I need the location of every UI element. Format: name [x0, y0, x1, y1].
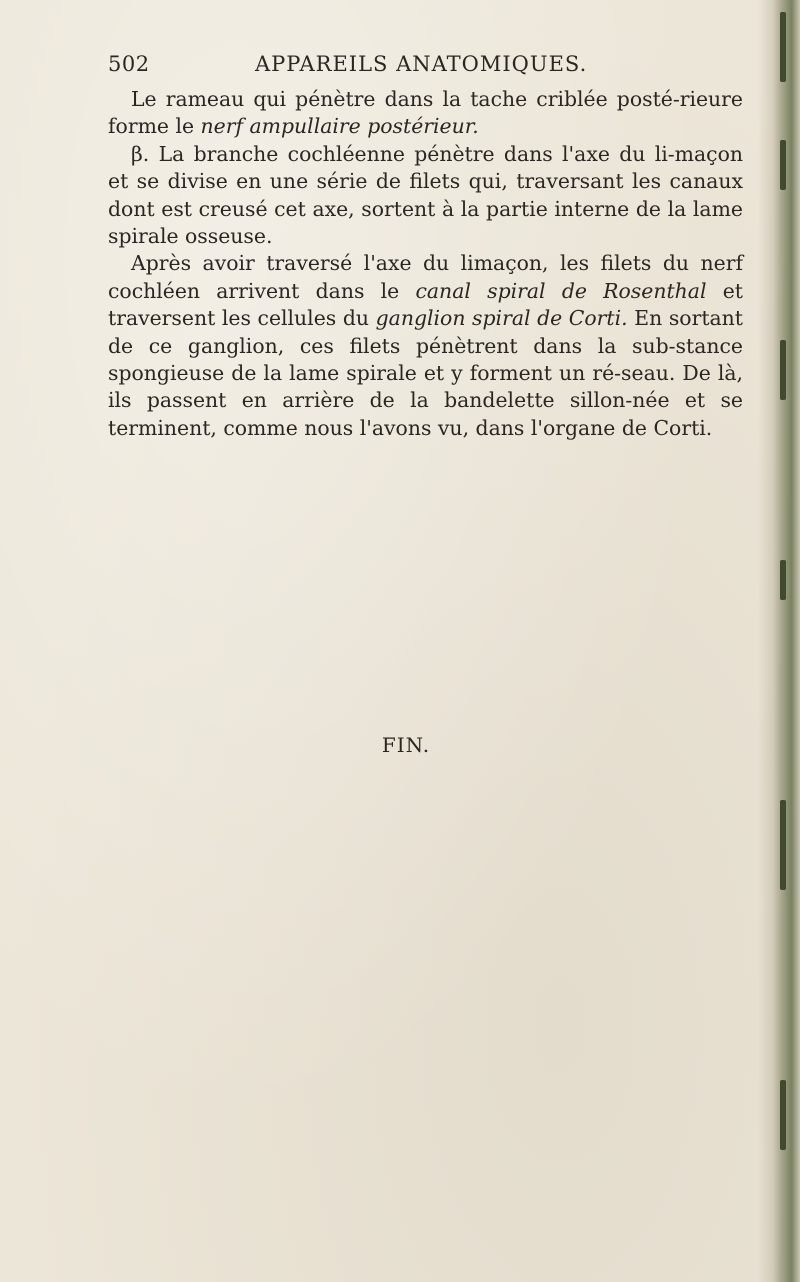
italic-term: canal spiral de Rosenthal	[415, 278, 707, 303]
body-text	[108, 86, 743, 442]
edge-stain	[780, 140, 786, 190]
paragraph	[108, 141, 743, 251]
edge-stain	[780, 560, 786, 600]
edge-stain	[780, 800, 786, 890]
text-segment: β. La branche cochléenne pénètre dans l'axe du li-maçon et se divise en une série de filets qui, traversant les canaux dont est creusé cet axe, sortent à la partie interne de la lame spirale osseuse.	[108, 141, 743, 249]
text-segment: Le rameau qui pénètre dans la tache criblée posté-rieure forme le	[108, 87, 743, 139]
text-segment: Après avoir traversé l'axe du limaçon, les filets du nerf cochléen arrivent dans le	[108, 251, 743, 303]
italic-term: nerf ampullaire postérieur.	[200, 114, 479, 139]
edge-stain	[780, 1080, 786, 1150]
page-edge-shadow	[758, 0, 800, 1282]
paragraph	[108, 250, 743, 442]
text-segment: En sortant de ce ganglion, ces filets pénètrent dans la sub-stance spongieuse de la lame spirale et y forment un ré-seau. De là, ils passent en arrière de la bandelette sillon-née et se terminent, comme nous l'avons vu, dans l'organe de Corti.	[108, 306, 744, 440]
page-number: 502	[108, 52, 150, 76]
running-head: APPAREILS ANATOMIQUES.	[255, 52, 588, 76]
edge-stain	[780, 12, 786, 82]
text-segment: et traversent les cellules du	[108, 278, 743, 331]
italic-term: ganglion spiral de Corti.	[375, 306, 628, 331]
edge-stain	[780, 340, 786, 400]
page-header	[108, 52, 738, 82]
paragraph	[108, 86, 743, 141]
end-mark: FIN.	[381, 733, 431, 757]
